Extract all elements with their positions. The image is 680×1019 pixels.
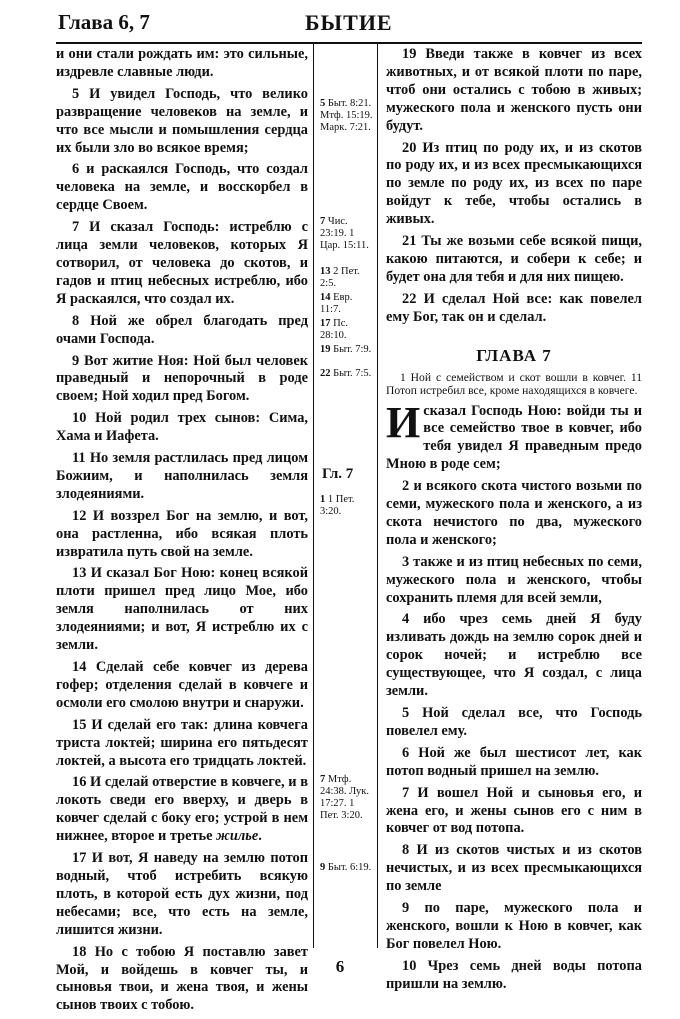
cross-reference: 19 Быт. 7:9. xyxy=(320,344,372,355)
cross-reference: 5 Быт. 8:21. Мтф. 15:19. Марк. 7:21. xyxy=(320,98,373,133)
verse-paragraph: 3 также и из птиц небесных по семи, мужеского пола и женского, чтобы сохранить племя для всей земли, xyxy=(386,553,642,606)
verse-paragraph: И сказал Господь Ною: войди ты и все семейство твое в ковчег, ибо тебя увидел Я праведным предо Мною в роде сем; xyxy=(386,397,642,473)
column-divider-left xyxy=(313,44,314,948)
cross-reference: 9 Быт. 6:19. xyxy=(320,862,372,873)
cross-reference: 13 2 Пет. 2:5. xyxy=(320,266,360,289)
verse-paragraph: 6 и раскаялся Господь, что создал человека на земле, и восскорбел в сердце Своем. xyxy=(56,161,308,214)
verse-paragraph: 4 ибо чрез семь дней Я буду изливать дождь на землю сорок дней и сорок ночей; и истреблю все существующее, что Я создал, с лица земли. xyxy=(386,611,642,700)
cross-reference: 14 Евр. 11:7. xyxy=(320,292,353,315)
running-header-book-title: БЫТИЕ xyxy=(305,10,393,35)
verse-paragraph: 21 Ты же возьми себе всякой пищи, какою питаются, и собери к себе; и будет она для тебя и для них пищею. xyxy=(386,233,642,285)
verse-paragraph: 8 И из скотов чистых и из скотов нечистых, и из всех пресмыкающихся по земле xyxy=(386,842,642,895)
verse-paragraph: 5 И увидел Господь, что велико развращение человеков на земле, и что все мысли и помышления сердца их были зло во всякое время; xyxy=(56,85,308,156)
verse-paragraph: 13 И сказал Бог Ною: конец всякой плоти пришел пред лицо Мое, ибо земля наполнилась от них злодеяниями; и вот, Я истреблю их с земли. xyxy=(56,565,308,654)
drop-cap: И xyxy=(386,397,421,447)
verse-paragraph: 10 Чрез семь дней воды потопа пришли на землю. xyxy=(386,957,642,992)
margin-chapter-label: Гл. 7 xyxy=(322,466,354,482)
cross-reference: 7 Мтф. 24:38. Лук. 17:27. 1 Пет. 3:20. xyxy=(320,774,370,821)
verse-paragraph: и они стали рождать им: это сильные, издревле славные люди. xyxy=(56,46,308,80)
running-header-chapter: Глава 6, 7 xyxy=(58,10,150,34)
verse-paragraph: 19 Введи также в ковчег из всех животных, и от всякой плоти по паре, чтоб они остались с тобою в живых; мужеского пола и женского пусть они будут. xyxy=(386,46,642,134)
left-text-column xyxy=(56,46,308,1019)
cross-reference-margin xyxy=(318,44,374,948)
verse-paragraph: 22 И сделал Ной все: как повелел ему Бог, так он и сделал. xyxy=(386,290,642,325)
verse-paragraph: 16 И сделай отверстие в ковчеге, и в локоть сведи его вверху, и дверь в ковчег сделай с боку его; устрой в нем нижнее, второе и третье жилье. xyxy=(56,774,308,845)
verse-paragraph: 14 Сделай себе ковчег из дерева гофер; отделения сделай в ковчеге и осмоли его смолою внутри и снаружи. xyxy=(56,659,308,711)
verse-paragraph: 10 Ной родил трех сынов: Сима, Хама и Иафета. xyxy=(56,410,308,445)
verse-paragraph: 8 Ной же обрел благодать пред очами Господа. xyxy=(56,312,308,347)
verse-paragraph: 5 Ной сделал все, что Господь повелел ему. xyxy=(386,705,642,739)
cross-reference: 7 Чис. 23:19. 1 Цар. 15:11. xyxy=(320,216,369,251)
verse-paragraph: 17 И вот, Я наведу на землю потоп водный, чтоб истребить всякую плоть, в которой есть дух жизни, под небесами; все, что есть на земле, лишится жизни. xyxy=(56,850,308,938)
page-number: 6 xyxy=(335,957,345,976)
chapter-heading: ГЛАВА 7 xyxy=(476,345,552,365)
verse-paragraph: 18 Но с тобою Я поставлю завет Мой, и войдешь в ковчег ты, и сыновья твои, и жена твоя, и жены сынов твоих с тобою. xyxy=(56,943,308,1014)
verse-paragraph: 7 И вошел Ной и сыновья его, и жена его, и жены сынов его с ним в ковчег от вод потопа. xyxy=(386,784,642,837)
verse-paragraph: 2 и всякого скота чистого возьми по семи, мужеского пола и женского, а из скота нечистого по два, мужеского пола и женского; xyxy=(386,478,642,548)
italic-word: жилье xyxy=(216,828,259,845)
verse-paragraph: 9 по паре, мужеского пола и женского, вошли к Ною в ковчег, как Бог повелел Ною. xyxy=(386,900,642,952)
verse-paragraph: 11 Но земля растлилась пред лицом Божиим, и наполнилась земля злодеяниями. xyxy=(56,450,308,502)
column-divider-right xyxy=(377,44,378,948)
cross-reference: 1 1 Пет. 3:20. xyxy=(320,494,355,517)
cross-reference: 22 Быт. 7:5. xyxy=(320,368,372,379)
verse-paragraph: 7 И сказал Господь: истреблю с лица земли человеков, которых Я сотворил, от человека до скотов, и гадов и птиц небесных истреблю, ибо Я раскаялся, что создал их. xyxy=(56,219,308,307)
right-text-column xyxy=(386,46,642,998)
verse-paragraph: 20 Из птиц по роду их, и из скотов по роду их, и из всех пресмыкающихся по земле по роду их, из всех по паре войдут к тебе, чтобы остались в живых. xyxy=(386,139,642,228)
verse-paragraph: 15 И сделай его так: длина ковчега триста локтей; ширина его пятьдесят локтей, а высота его тридцать локтей. xyxy=(56,716,308,769)
verse-paragraph: 12 И воззрел Бог на землю, и вот, она растленна, ибо всякая плоть извратила путь свой на земле. xyxy=(56,507,308,560)
verse-paragraph: 6 Ной же был шестисот лет, как потоп водный пришел на землю. xyxy=(386,744,642,779)
cross-reference: 17 Пс. 28:10. xyxy=(320,318,348,341)
chapter-summary: 1 Ной с семейством и скот вошли в ковчег. 11 Потоп истребил все, кроме находящихся в ковчеге. xyxy=(386,370,642,397)
verse-paragraph: 9 Вот житие Ноя: Ной был человек праведный и непорочный в роде своем; Ной ходил пред Богом. xyxy=(56,352,308,405)
